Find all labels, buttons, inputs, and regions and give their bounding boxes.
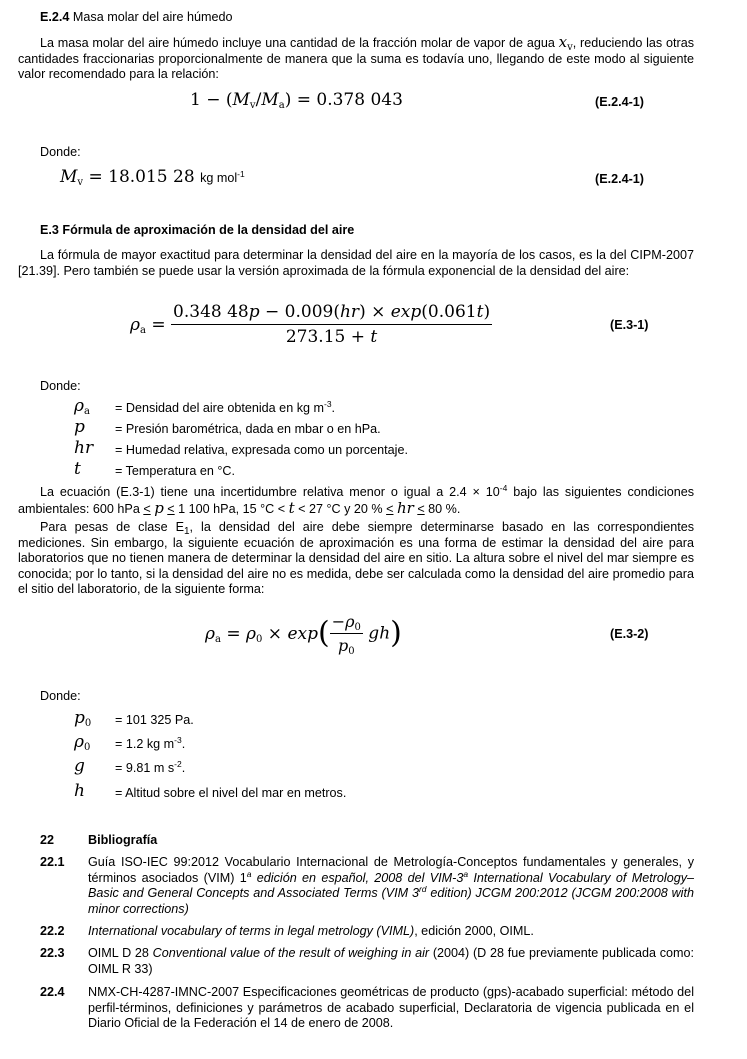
equation-label: (E.3-1) [610, 318, 649, 332]
symbol-t: t [74, 459, 81, 479]
donde-label: Donde: [40, 379, 81, 393]
bibliography-number: 22 [40, 833, 55, 847]
bib-item-number: 22.2 [40, 924, 65, 938]
paragraph-uncertainty: La ecuación (E.3-1) tiene una incertidumbre relativa menor o igual a $2.4 \times 10^{-4}$ bajo las siguientes condiciones ambientales: 600 hPa < p < 1 100 hPa, 15 °C < t < 27 °C y 20 % < hr < 80 %. [18, 483, 695, 517]
equation-e24-1: $1 - (M_v/M_a) = 0.378$ 043 [190, 90, 403, 111]
donde-label: Donde: [40, 145, 81, 159]
definition-h: = Altitud sobre el nivel del mar en metros. [115, 786, 347, 800]
paragraph-e1: Para pesas de clase $E_1$, la densidad del aire debe siempre determinarse basado en las correspondientes mediciones. Sin embargo, la siguiente ecuación de aproximación es una forma de estimar la densidad del aire para laboratorios que no tienen manera de determinar la densidad del aire en sitio. La altura sobre el nivel del mar siempre es conocida; por lo tanto, si la densidad del aire no es medida, debe ser calculada como la densidad del aire promedio para el sitio del laboratorio, de la siguiente forma: [18, 520, 694, 597]
definition-t: = Temperatura en °C. [115, 464, 235, 478]
section-heading-e24: E.2.4 Masa molar del aire húmedo [40, 10, 233, 24]
equation-label: (E.2.4-1) [595, 172, 644, 186]
bib-item-22-2: International vocabulary of terms in legal metrology (VIML), edición 2000, OIML. [88, 924, 534, 938]
bib-item-number: 22.1 [40, 855, 65, 869]
bib-item-number: 22.3 [40, 946, 65, 960]
paragraph-e3: La fórmula de mayor exactitud para determinar la densidad del aire en la mayoría de los casos, es la del CIPM-2007 [21.39]. Pero también se puede usar la versión aproximada de la fórmula exponencial de la densidad del aire: [18, 248, 694, 278]
symbol-rho-a: $\rho_a$ [74, 396, 90, 417]
equation-label: (E.3-2) [610, 627, 649, 641]
definition-g: = 9.81 m $s^{-2}$. [115, 759, 186, 775]
symbol-p: p [74, 417, 85, 437]
symbol-h: h [74, 781, 85, 801]
definition-hr: = Humedad relativa, expresada como un porcentaje. [115, 443, 408, 457]
bib-item-number: 22.4 [40, 985, 65, 999]
equation-e3-1: $\rho_a$ = $\frac{0.348 48p - 0.009(hr) \times \exp(0.061t)}{273.15 + t}$ [130, 302, 491, 347]
bibliography-title: Bibliografía [88, 833, 158, 847]
section-heading-e3: E.3 Fórmula de aproximación de la densidad del aire [40, 223, 355, 237]
symbol-rho0: $\rho_0$ [74, 732, 91, 753]
paragraph-e24: La masa molar del aire húmedo incluye una cantidad de la fracción molar de vapor de agua $x_v$, reduciendo las otras cantidades fraccionarias proporcionalmente de manera que la suma es todavía uno, llegando de este modo al siguiente valor recomendado para la relación: [18, 33, 694, 82]
definition-rho-a: = Densidad del aire obtenida en kg $m^{-3}$. [115, 399, 336, 415]
bib-item-22-1: Guía ISO-IEC 99:2012 Vocabulario Internacional de Metrología-Conceptos fundamentales y generales, y términos asociados (VIM) 1$^a$ edición en español, 2008 del VIM-3$^a$ International Vocabulary of Metrology–Basic and General Concepts and Associated Terms (VIM 3rd edition) JCGM 200:2012 (JCGM 200:2008 with minor corrections) [88, 855, 695, 916]
equation-label: (E.2.4-1) [595, 95, 644, 109]
definition-p: = Presión barométrica, dada en mbar o en hPa. [115, 422, 381, 436]
bib-item-22-3: OIML D 28 Conventional value of the result of weighing in air (2004) (D 28 fue previamente publicada como: OIML R 33) [88, 946, 695, 976]
definition-p0: = 101 325 Pa. [115, 713, 194, 727]
symbol-hr: hr [74, 438, 94, 458]
equation-mv: $M_v = 18.015$ 28 kg mol$^{-1}$ [60, 167, 245, 188]
equation-e3-2: $\rho_a = \rho_0 \times \exp$( $\frac{-\rho_0}{p_0}$ gh) [205, 612, 402, 657]
symbol-p0: $p_0$ [74, 708, 92, 729]
bib-item-22-4: NMX-CH-4287-IMNC-2007 Especificaciones geométricas de producto (gps)-acabado superficial: método del perfil-términos, definiciones y parámetros de acabado superficial, Declaratoria de vigencia publicada en el Diario Oficial de la Federación el 14 de enero de 2008. [88, 985, 694, 1031]
donde-label: Donde: [40, 689, 81, 703]
symbol-g: g [74, 756, 85, 776]
definition-rho0: = 1.2 kg $m^{-3}$. [115, 735, 186, 751]
